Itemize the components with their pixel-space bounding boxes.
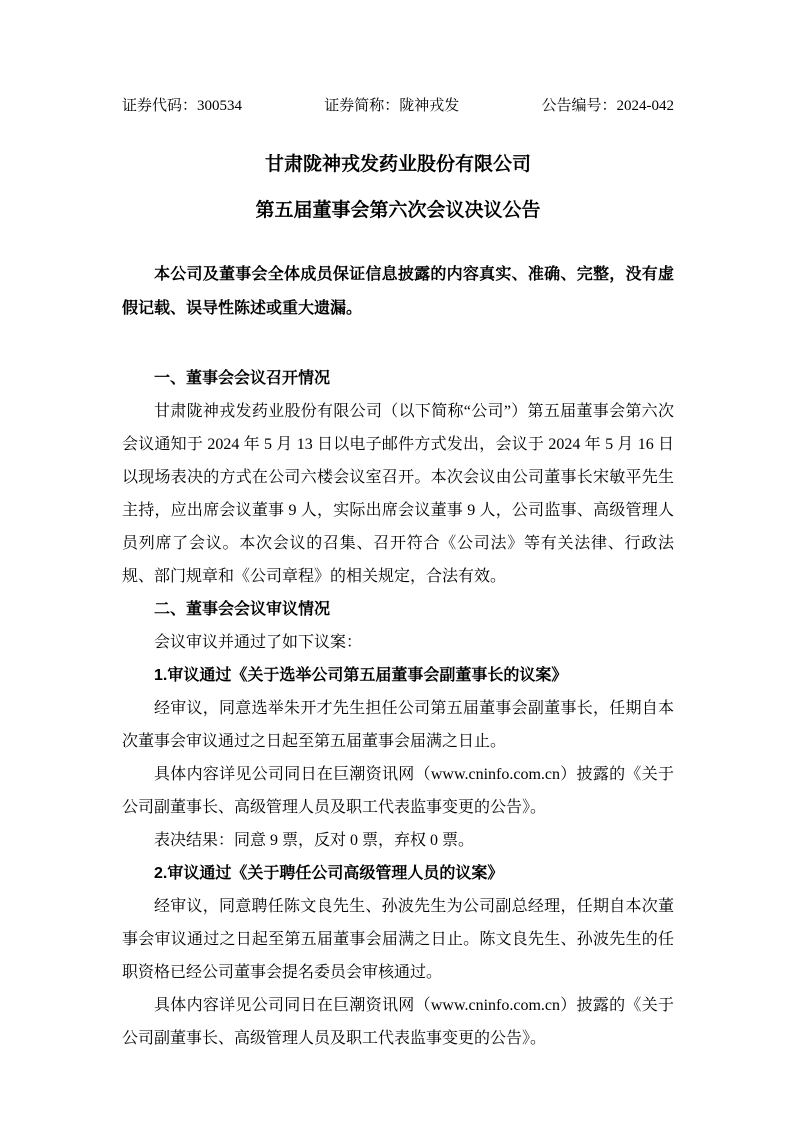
section-1-heading: 一、董事会会议召开情况 — [154, 370, 331, 387]
section-2-heading: 二、董事会会议审议情况 — [154, 601, 331, 618]
item-2-detail: 具体内容详见公司同日在巨潮资讯网（www.cninfo.com.cn）披露的《关于公司副董事长、高级管理人员及职工代表监事变更的公告》。 — [122, 997, 674, 1047]
item-2-heading: 2.审议通过《关于聘任公司高级管理人员的议案》 — [154, 865, 504, 882]
company-name-title: 甘肃陇神戎发药业股份有限公司 — [264, 154, 531, 175]
item-1-vote-result: 表决结果：同意 9 票，反对 0 票，弃权 0 票。 — [154, 832, 475, 849]
item-1-body: 经审议，同意选举朱开才先生担任公司第五届董事会副董事长，任期自本次董事会审议通过之日起至第五届董事会届满之日止。 — [122, 700, 674, 750]
stock-name: 证券简称：陇神戎发 — [324, 98, 460, 114]
section-1-body: 甘肃陇神戎发药业股份有限公司（以下简称“公司”）第五届董事会第六次会议通知于 2024 年 5 月 13 日以电子邮件方式发出，会议于 2024 年 5 月 16 日以现场表决的方式在公司六楼会议室召开。本次会议由公司董事长宋敏平先生主持，应出席会议董事 9 人，实际出席会议董事 9 人，公司监事、高级管理人员列席了会议。本次会议的召集、召开符合《公司法》等有关法律、行政法规、部门规章和《公司章程》的相关规定，合法有效。 — [122, 403, 674, 585]
title-block — [122, 142, 674, 234]
stock-code: 证券代码：300534 — [122, 98, 243, 114]
announcement-number: 公告编号：2024-042 — [541, 98, 674, 114]
item-2-body: 经审议，同意聘任陈文良先生、孙波先生为公司副总经理，任期自本次董事会审议通过之日起至第五届董事会届满之日止。陈文良先生、孙波先生的任职资格已经公司董事会提名委员会审核通过。 — [122, 898, 674, 981]
document-header — [122, 96, 674, 116]
section-2-intro: 会议审议并通过了如下议案： — [154, 634, 363, 651]
disclosure-declaration: 本公司及董事会全体成员保证信息披露的内容真实、准确、完整，没有虚假记载、误导性陈述或重大遗漏。 — [122, 266, 674, 317]
item-1-detail: 具体内容详见公司同日在巨潮资讯网（www.cninfo.com.cn）披露的《关于公司副董事长、高级管理人员及职工代表监事变更的公告》。 — [122, 766, 674, 816]
announcement-title: 第五届董事会第六次会议决议公告 — [255, 200, 541, 221]
item-1-heading: 1.审议通过《关于选举公司第五届董事会副董事长的议案》 — [154, 667, 568, 684]
